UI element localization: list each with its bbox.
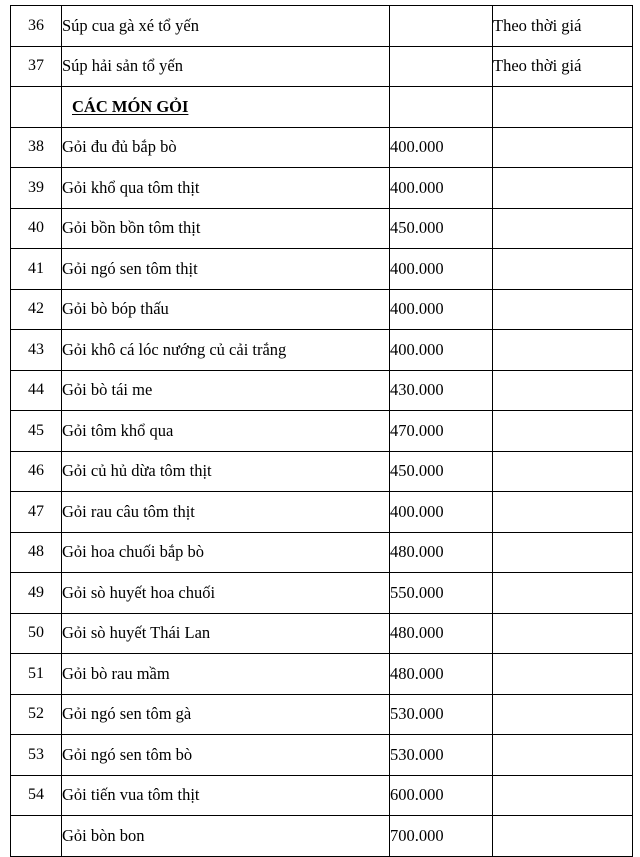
table-row — [11, 573, 633, 614]
dish-price-cell — [390, 46, 493, 87]
dish-note-cell — [493, 87, 633, 128]
table-row — [11, 451, 633, 492]
row-index-cell: 43 — [11, 330, 62, 371]
dish-note-cell — [493, 208, 633, 249]
dish-price-cell — [390, 87, 493, 128]
menu-table-body — [11, 6, 633, 857]
dish-note-cell — [493, 573, 633, 614]
dish-price-cell: 530.000 — [390, 694, 493, 735]
dish-name-cell: Gỏi hoa chuối bắp bò — [62, 532, 390, 573]
dish-price-cell: 400.000 — [390, 289, 493, 330]
dish-price-cell: 480.000 — [390, 613, 493, 654]
dish-note-cell — [493, 451, 633, 492]
dish-note-cell — [493, 330, 633, 371]
dish-name-cell: Gỏi khô cá lóc nướng củ cải trắng — [62, 330, 390, 371]
dish-name-cell: Súp hải sản tổ yến — [62, 46, 390, 87]
table-row — [11, 289, 633, 330]
dish-price-cell: 480.000 — [390, 532, 493, 573]
table-row — [11, 492, 633, 533]
dish-price-cell: 450.000 — [390, 208, 493, 249]
dish-name-cell: Gỏi sò huyết hoa chuối — [62, 573, 390, 614]
row-index-cell: 37 — [11, 46, 62, 87]
dish-note-cell: Theo thời giá — [493, 6, 633, 47]
table-row — [11, 816, 633, 857]
table-row — [11, 168, 633, 209]
dish-note-cell — [493, 249, 633, 290]
dish-note-cell — [493, 613, 633, 654]
section-header-row — [11, 87, 633, 128]
dish-note-cell — [493, 735, 633, 776]
table-row — [11, 532, 633, 573]
table-row — [11, 127, 633, 168]
dish-price-cell: 530.000 — [390, 735, 493, 776]
dish-name-cell: Gỏi sò huyết Thái Lan — [62, 613, 390, 654]
dish-name-cell: Gỏi bò tái me — [62, 370, 390, 411]
row-index-cell — [11, 816, 62, 857]
dish-name-cell: Gỏi rau câu tôm thịt — [62, 492, 390, 533]
dish-name-cell: Gỏi khổ qua tôm thịt — [62, 168, 390, 209]
table-row — [11, 330, 633, 371]
dish-name-cell: Gỏi tiến vua tôm thịt — [62, 775, 390, 816]
row-index-cell — [11, 87, 62, 128]
menu-price-table — [10, 5, 633, 857]
dish-note-cell — [493, 775, 633, 816]
table-row — [11, 249, 633, 290]
dish-price-cell: 470.000 — [390, 411, 493, 452]
row-index-cell: 45 — [11, 411, 62, 452]
dish-price-cell: 450.000 — [390, 451, 493, 492]
row-index-cell: 40 — [11, 208, 62, 249]
row-index-cell: 42 — [11, 289, 62, 330]
dish-name-cell: Gỏi bò bóp thấu — [62, 289, 390, 330]
dish-price-cell: 400.000 — [390, 492, 493, 533]
row-index-cell: 51 — [11, 654, 62, 695]
dish-note-cell — [493, 492, 633, 533]
dish-note-cell — [493, 532, 633, 573]
row-index-cell: 47 — [11, 492, 62, 533]
row-index-cell: 48 — [11, 532, 62, 573]
row-index-cell: 38 — [11, 127, 62, 168]
row-index-cell: 36 — [11, 6, 62, 47]
dish-note-cell — [493, 694, 633, 735]
dish-price-cell: 400.000 — [390, 249, 493, 290]
dish-price-cell: 700.000 — [390, 816, 493, 857]
dish-name-cell: Gỏi ngó sen tôm gà — [62, 694, 390, 735]
dish-price-cell: 400.000 — [390, 127, 493, 168]
dish-name-cell: Gỏi bò rau mầm — [62, 654, 390, 695]
table-row — [11, 46, 633, 87]
dish-note-cell: Theo thời giá — [493, 46, 633, 87]
row-index-cell: 39 — [11, 168, 62, 209]
dish-note-cell — [493, 168, 633, 209]
dish-note-cell — [493, 411, 633, 452]
row-index-cell: 52 — [11, 694, 62, 735]
dish-note-cell — [493, 654, 633, 695]
table-row — [11, 613, 633, 654]
row-index-cell: 50 — [11, 613, 62, 654]
table-row — [11, 208, 633, 249]
dish-price-cell: 480.000 — [390, 654, 493, 695]
dish-price-cell — [390, 6, 493, 47]
dish-name-cell: Gỏi bồn bồn tôm thịt — [62, 208, 390, 249]
dish-note-cell — [493, 127, 633, 168]
dish-price-cell: 550.000 — [390, 573, 493, 614]
dish-price-cell: 400.000 — [390, 168, 493, 209]
table-row — [11, 370, 633, 411]
section-title-label: CÁC MÓN GỎI — [72, 96, 189, 116]
dish-note-cell — [493, 816, 633, 857]
dish-name-cell: Gỏi đu đủ bắp bò — [62, 127, 390, 168]
dish-note-cell — [493, 289, 633, 330]
row-index-cell: 54 — [11, 775, 62, 816]
row-index-cell: 49 — [11, 573, 62, 614]
dish-note-cell — [493, 370, 633, 411]
table-row — [11, 735, 633, 776]
dish-name-cell: Gỏi củ hủ dừa tôm thịt — [62, 451, 390, 492]
dish-name-cell: Gỏi ngó sen tôm thịt — [62, 249, 390, 290]
row-index-cell: 53 — [11, 735, 62, 776]
dish-name-cell: Gỏi tôm khổ qua — [62, 411, 390, 452]
dish-price-cell: 430.000 — [390, 370, 493, 411]
table-row — [11, 6, 633, 47]
row-index-cell: 44 — [11, 370, 62, 411]
section-title-cell — [62, 87, 390, 128]
table-row — [11, 411, 633, 452]
dish-name-cell: Súp cua gà xé tổ yến — [62, 6, 390, 47]
row-index-cell: 46 — [11, 451, 62, 492]
dish-name-cell: Gỏi bòn bon — [62, 816, 390, 857]
row-index-cell: 41 — [11, 249, 62, 290]
dish-name-cell: Gỏi ngó sen tôm bò — [62, 735, 390, 776]
table-row — [11, 694, 633, 735]
dish-price-cell: 400.000 — [390, 330, 493, 371]
table-row — [11, 654, 633, 695]
dish-price-cell: 600.000 — [390, 775, 493, 816]
table-row — [11, 775, 633, 816]
